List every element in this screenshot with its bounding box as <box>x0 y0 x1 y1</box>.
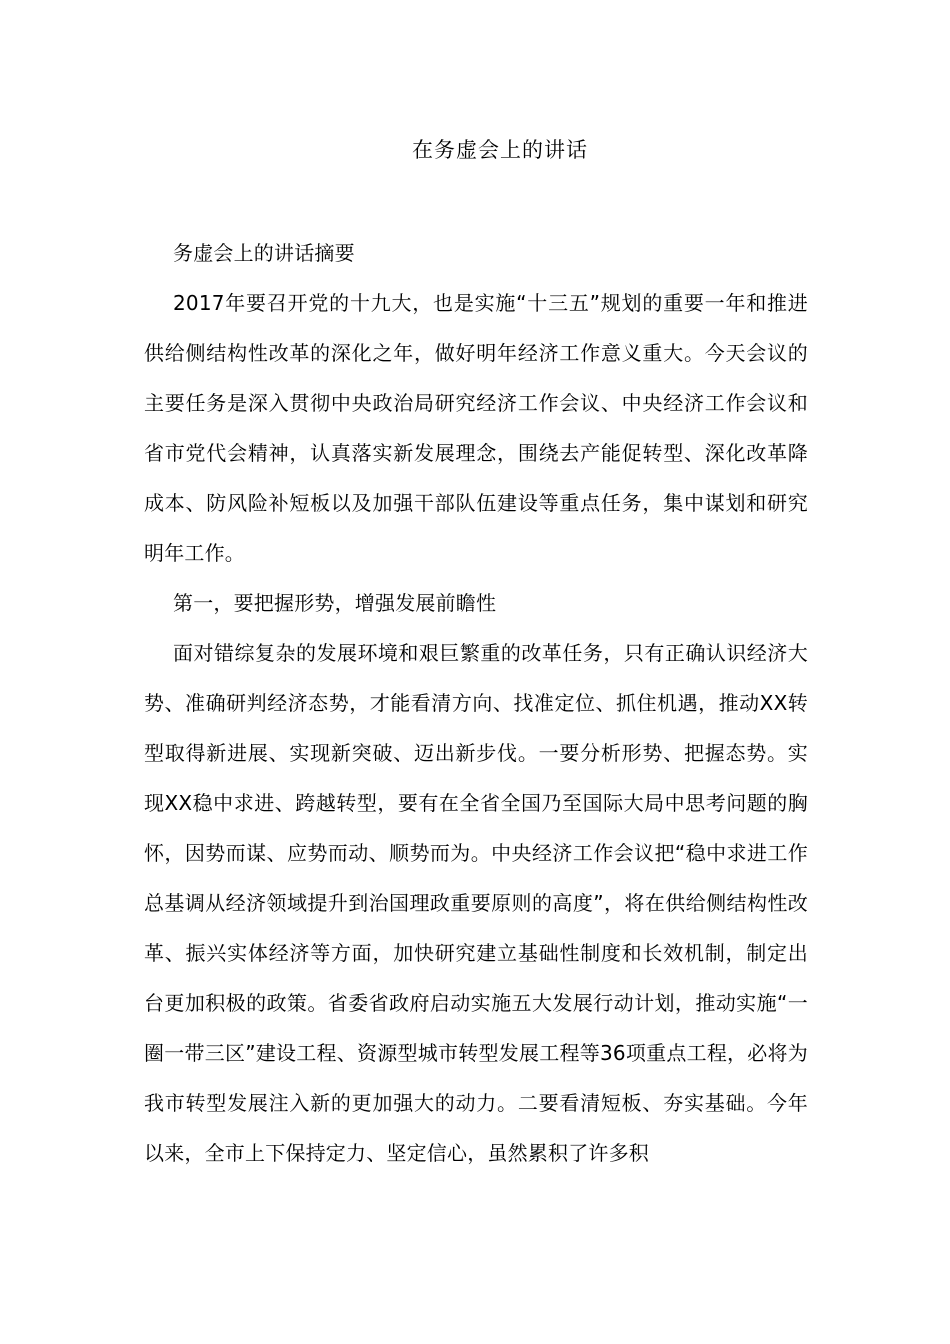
intro-paragraph: 2017年要召开党的十九大，也是实施“十三五”规划的重要一年和推进供给侧结构性改革的深化之年，做好明年经济工作意义重大。今天会议的主要任务是深入贯彻中央政治局研究经济工作会议、中央经济工作会议和省市党代会精神，认真落实新发展理念，围绕去产能促转型、深化改革降成本、防风险补短板以及加强干部队伍建设等重点任务，集中谋划和研究明年工作。 <box>144 291 808 565</box>
section-heading-first: 第一，要把握形势，增强发展前瞻性 <box>173 591 497 615</box>
section-paragraph: 面对错综复杂的发展环境和艰巨繁重的改革任务，只有正确认识经济大势、准确研判经济态势，才能看清方向、找准定位、抓住机遇，推动XX转型取得新进展、实现新突破、迈出新步伐。一要分析形势、把握态势。实现XX稳中求进、跨越转型，要有在全省全国乃至国际大局中思考问题的胸怀，因势而谋、应势而动、顺势而为。中央经济工作会议把“稳中求进工作总基调从经济领域提升到治国理政重要原则的高度”，将在供给侧结构性改革、振兴实体经济等方面，加快研究建立基础性制度和长效机制，制定出台更加积极的政策。省委省政府启动实施五大发展行动计划，推动实施“一圈一带三区”建设工程、资源型城市转型发展工程等36项重点工程，必将为我市转型发展注入新的更加强大的动力。二要看清短板、夯实基础。今年以来，全市上下保持定力、坚定信心，虽然累积了许多积 <box>144 641 808 1165</box>
summary-heading: 务虚会上的讲话摘要 <box>173 241 355 265</box>
document-title: 在务虚会上的讲话 <box>412 138 588 162</box>
document-body <box>144 228 808 1178</box>
